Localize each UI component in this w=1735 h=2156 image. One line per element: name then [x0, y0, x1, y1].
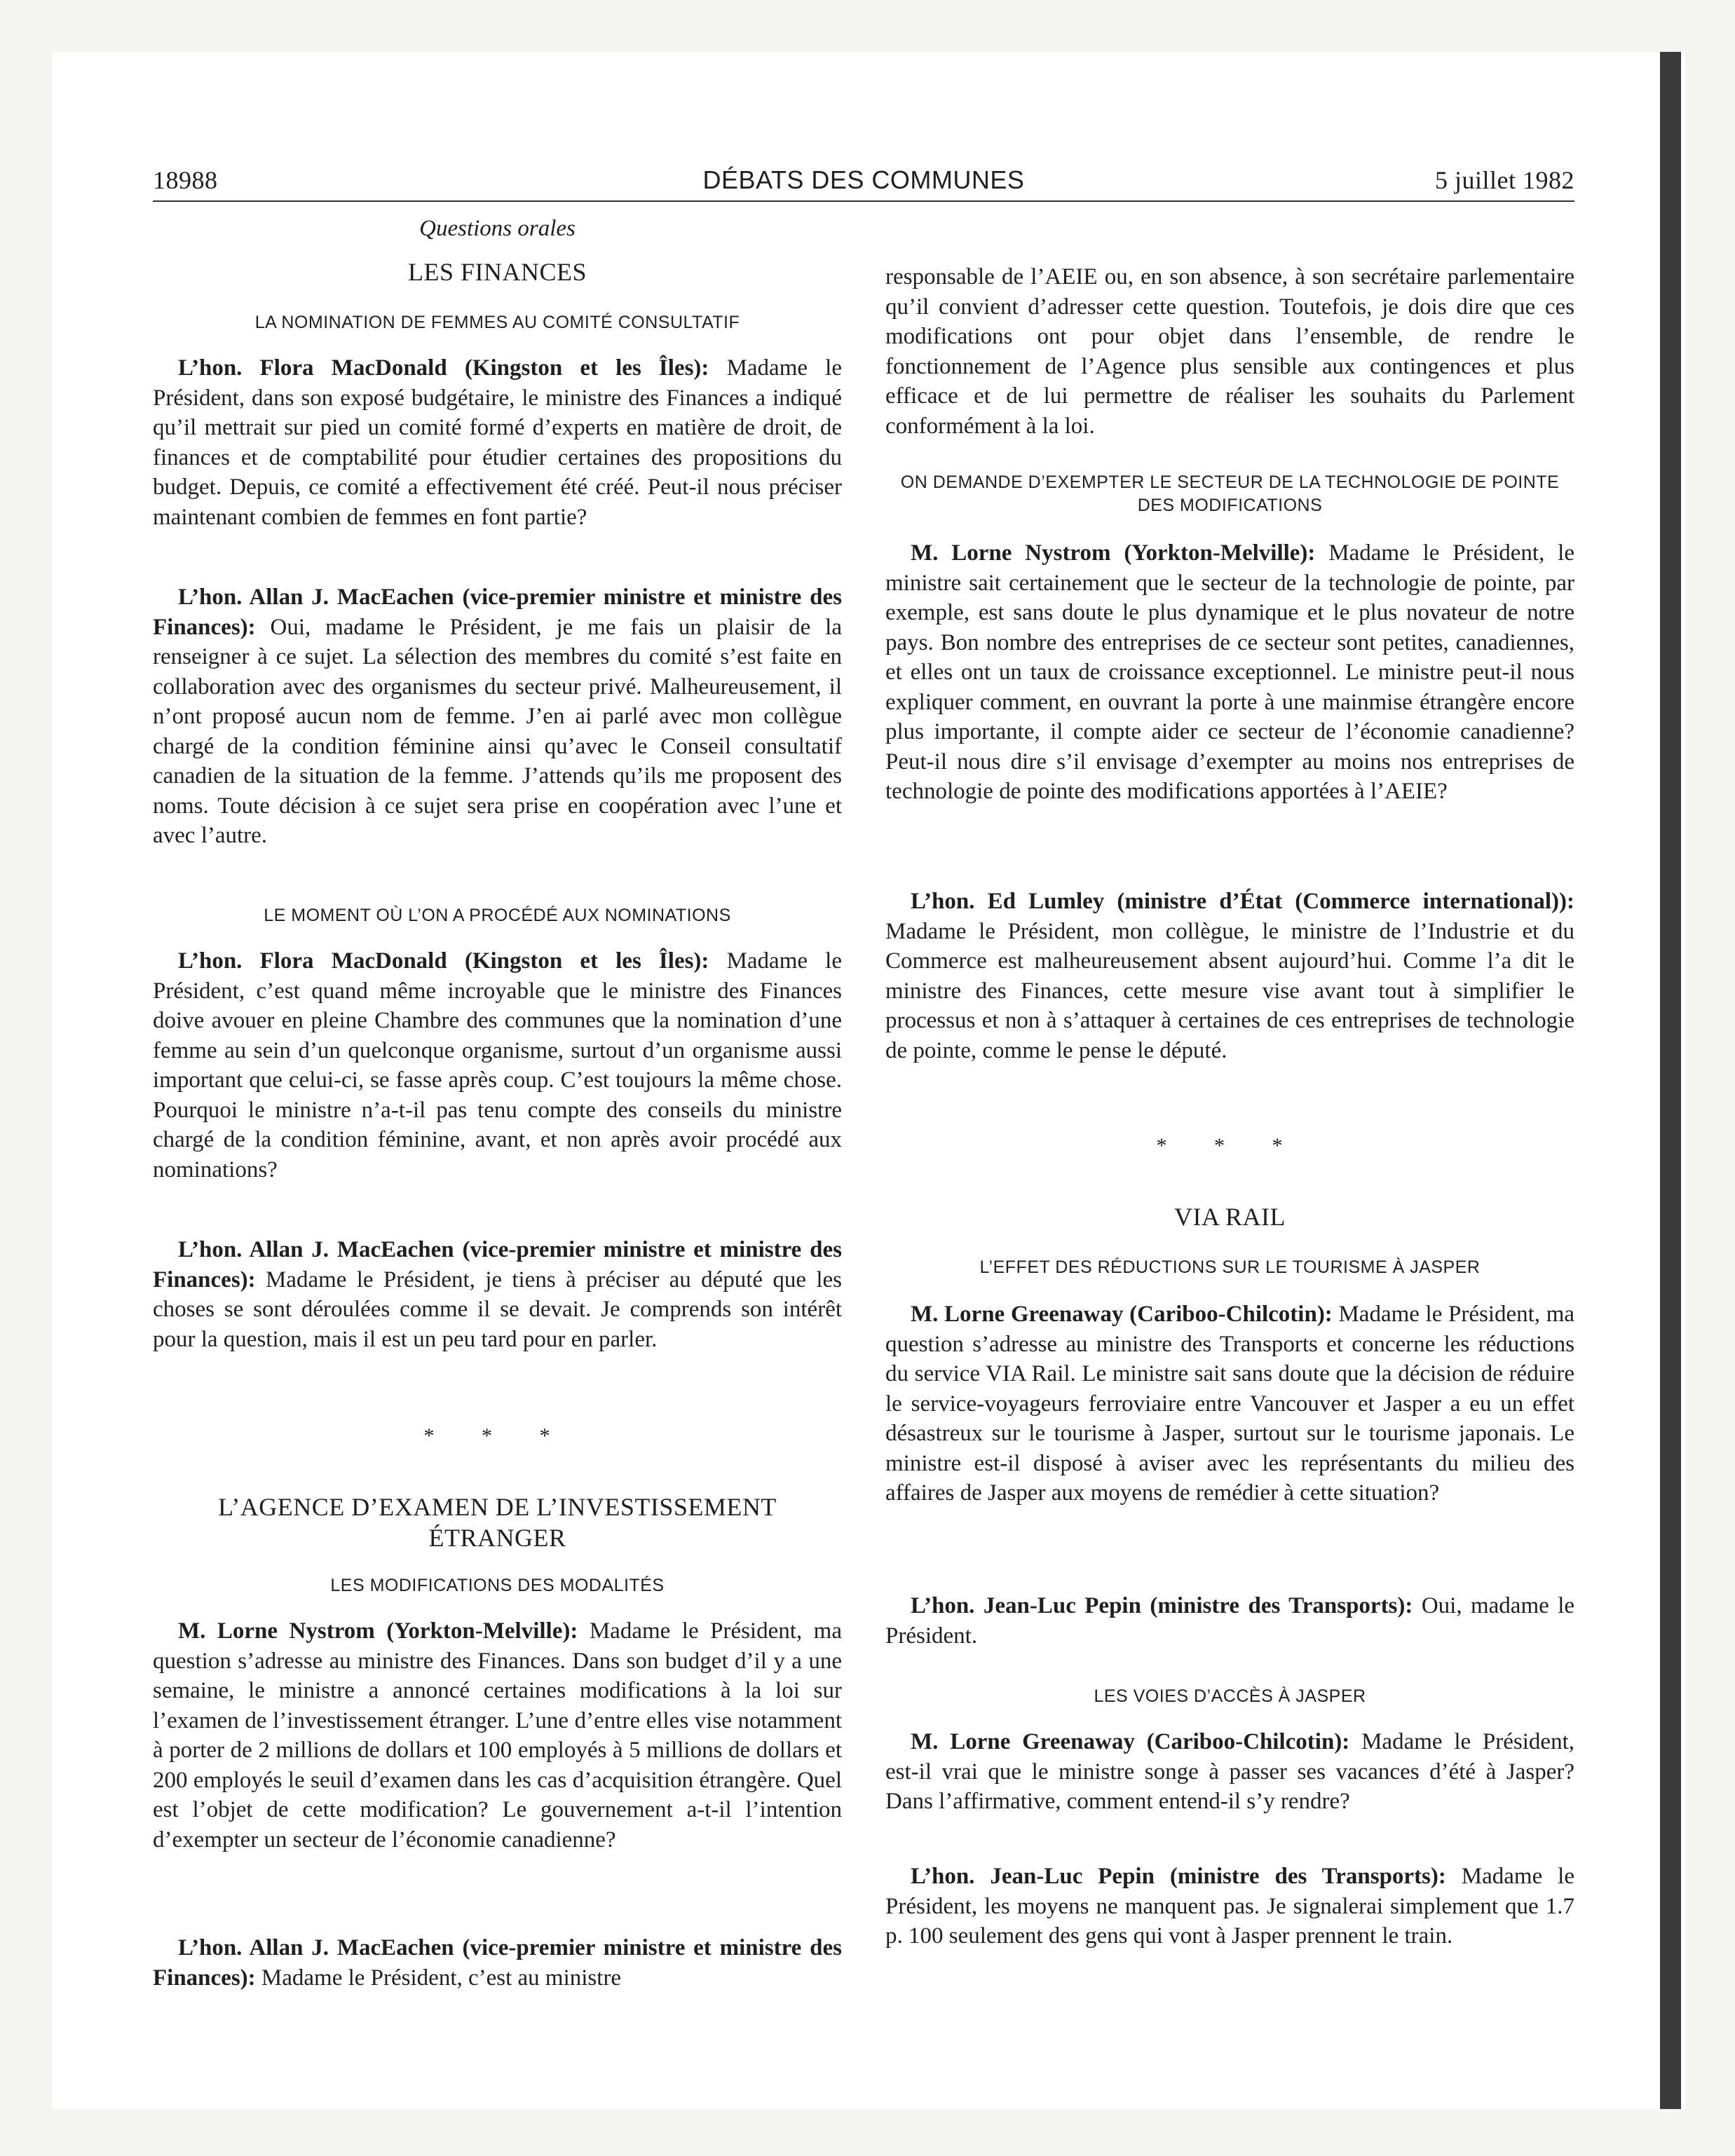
- publication-title: DÉBATS DES COMMUNES: [702, 165, 1025, 194]
- speech-text: Madame le Président, mon collègue, le ministre de l’Industrie et du Commerce est malheureusement absent aujourd’hui. Comme l’a dit le ministre des Finances, cette mesure vise avant tout à simplifier le processus et non à s’attaquer à certaines de ces entreprises de technologie de pointe, comme le pense le député.: [885, 918, 1574, 1063]
- speech-paragraph: [153, 1616, 842, 1855]
- speech-paragraph: [885, 1591, 1574, 1651]
- speech-text: Madame le Président, le ministre sait certainement que le secteur de la technologie de pointe, par exemple, est sans doute le plus dynamique et le plus novateur de notre pays. Bon nombre des entreprises de ce secteur sont petites, canadiennes, et elles ont un taux de croissance exceptionnel. Le ministre peut-il nous expliquer comment, en ouvrant la porte à une mainmise étrangère encore plus importante, il compte aider ce secteur de l’économie canadienne? Peut-il nous dire s’il envisage d’exempter au moins nos entreprises de technologie de pointe des modifications apportées à l’AEIE?: [885, 540, 1574, 804]
- section-separator: * * *: [423, 1424, 571, 1447]
- speech-paragraph: [885, 1727, 1574, 1817]
- speaker-name: L’hon. Flora MacDonald (Kingston et les Îles):: [178, 355, 709, 381]
- section-title: Questions orales: [419, 216, 576, 241]
- speech-text: Madame le Président, ma question s’adresse au ministre des Finances. Dans son budget d’il y a une semaine, le ministre a annoncé certaines modifications à la loi sur l’examen de l’investissement étranger. L’une d’entre elles vise notamment à porter de 2 millions de dollars et 100 employés à 5 millions de dollars et 200 employés le seuil d’examen dans les cas d’acquisition étrangère. Quel est l’objet de cette modification? Le gouvernement a-t-il l’intention d’exempter un secteur de l’économie canadienne?: [153, 1618, 842, 1853]
- speech-paragraph: [153, 1933, 842, 1993]
- speaker-name: M. Lorne Nystrom (Yorkton-Melville):: [911, 540, 1316, 566]
- speech-paragraph: [885, 887, 1574, 1065]
- speech-text: Madame le Président, c’est quand même incroyable que le ministre des Finances doive avouer en pleine Chambre des communes que la nomination d’une femme au sein d’un quelconque organisme, surtout d’un organisme aussi important que celui-ci, se fasse après coup. C’est toujours la même chose. Pourquoi le ministre n’a-t-il pas tenu compte des conseils du ministre chargé de la condition féminine, avant, et non après avoir procédé aux nominations?: [153, 948, 842, 1182]
- speech-text: Madame le Président, ma question s’adresse au ministre des Transports et concerne les réductions du service VIA Rail. Le ministre sait sans doute que la décision de réduire le service-voyageurs ferroviaire entre Vancouver et Jasper a eu un effet désastreux sur le tourisme à Jasper, surtout sur le tourisme japonais. Le ministre est-il disposé à aviser avec les représentants du milieu des affaires de Jasper aux moyens de remédier à cette situation?: [885, 1302, 1575, 1506]
- subheading-nomination: LA NOMINATION DE FEMMES AU COMITÉ CONSULTATIF: [254, 313, 740, 332]
- subheading-exempter: ON DEMANDE D’EXEMPTER LE SECTEUR DE LA TECHNOLOGIE DE POINTE DES MODIFICATIONS: [900, 472, 1560, 515]
- speech-paragraph: [153, 946, 842, 1185]
- speech-paragraph: [153, 1235, 842, 1354]
- speaker-name: L’hon. Allan J. MacEachen (vice-premier ministre et ministre des Finances):: [153, 585, 842, 640]
- section-separator: * * *: [1156, 1134, 1304, 1157]
- header-rule: [153, 200, 1574, 202]
- publication-date: 5 juillet 1982: [1435, 166, 1574, 194]
- subheading-modifications: LES MODIFICATIONS DES MODALITÉS: [330, 1576, 665, 1595]
- speaker-name: L’hon. Allan J. MacEachen (vice-premier ministre et ministre des Finances):: [153, 1237, 842, 1292]
- speech-paragraph: [885, 1862, 1574, 1951]
- speaker-name: M. Lorne Nystrom (Yorkton-Melville):: [178, 1618, 578, 1644]
- speech-text: Madame le Président, est-il vrai que le ministre songe à passer ses vacances d’été à Jasper? Dans l’affirmative, comment entend-il s’y rendre?: [885, 1729, 1574, 1814]
- speech-paragraph: [885, 1299, 1574, 1508]
- speaker-name: L’hon. Flora MacDonald (Kingston et les Îles):: [178, 948, 709, 974]
- speech-paragraph: [885, 262, 1574, 441]
- speaker-name: M. Lorne Greenaway (Cariboo-Chilcotin):: [911, 1729, 1350, 1754]
- subheading-voies: LES VOIES D’ACCÈS À JASPER: [1094, 1686, 1366, 1706]
- speech-text: Oui, madame le Président, je me fais un plaisir de la renseigner à ce sujet. La sélection des membres du comité s’est faite en collaboration avec des organismes du secteur privé. Malheureusement, il n’ont proposé aucun nom de femme. J’en ai parlé avec mon collègue chargé de la condition féminine ainsi qu’avec le Conseil consultatif canadien de la situation de la femme. J’attends qu’ils me proposent des noms. Toute décision à ce sujet sera prise en coopération avec l’une et avec l’autre.: [153, 614, 842, 848]
- heading-via-rail: VIA RAIL: [1174, 1203, 1286, 1231]
- subheading-moment: LE MOMENT OÙ L’ON A PROCÉDÉ AUX NOMINATIONS: [264, 906, 731, 925]
- heading-agence: L’AGENCE D’EXAMEN DE L’INVESTISSEMENT ÉTRANGER: [218, 1493, 777, 1552]
- binding-edge: [1660, 52, 1681, 2109]
- heading-finances: LES FINANCES: [407, 258, 587, 286]
- speech-paragraph: [885, 538, 1574, 807]
- speech-text: Oui, madame le Président.: [885, 1593, 1575, 1649]
- speech-text: Madame le Président, les moyens ne manquent pas. Je signalerai simplement que 1.7 p. 100 seulement des gens qui vont à Jasper prennent le train.: [885, 1864, 1574, 1949]
- speech-text: Madame le Président, je tiens à préciser au député que les choses se sont déroulées comme il se devait. Je comprends son intérêt pour la question, mais il est un peu tard pour en parler.: [153, 1267, 842, 1352]
- page-number: 18988: [153, 166, 218, 194]
- speaker-name: L’hon. Jean-Luc Pepin (ministre des Transports):: [911, 1864, 1446, 1889]
- speech-text: responsable de l’AEIE ou, en son absence, à son secrétaire parlementaire qu’il convient d’adresser cette question. Toutefois, je dois dire que ces modifications ont pour objet dans l’ensemble, de rendre le fonctionnement de l’Agence plus sensible aux contingences et plus efficace et de lui permettre de réaliser les souhaits du Parlement conformément à la loi.: [885, 264, 1574, 439]
- speech-paragraph: [153, 582, 842, 851]
- speech-paragraph: [153, 353, 842, 532]
- speech-text: Madame le Président, c’est au ministre: [255, 1965, 622, 1991]
- subheading-tourisme: L’EFFET DES RÉDUCTIONS SUR LE TOURISME À JASPER: [979, 1257, 1481, 1277]
- speaker-name: L’hon. Allan J. MacEachen (vice-premier ministre et ministre des Finances):: [153, 1935, 842, 1991]
- speaker-name: L’hon. Jean-Luc Pepin (ministre des Transports):: [911, 1593, 1413, 1618]
- speaker-name: M. Lorne Greenaway (Cariboo-Chilcotin):: [911, 1302, 1333, 1327]
- speaker-name: L’hon. Ed Lumley (ministre d’État (Commerce international)):: [911, 889, 1574, 914]
- speech-text: Madame le Président, dans son exposé budgétaire, le ministre des Finances a indiqué qu’il mettrait sur pied un comité formé d’experts en matière de droit, de finances et de comptabilité pour étudier certaines des propositions du budget. Depuis, ce comité a effectivement été créé. Peut-il nous préciser maintenant combien de femmes en font partie?: [153, 355, 842, 530]
